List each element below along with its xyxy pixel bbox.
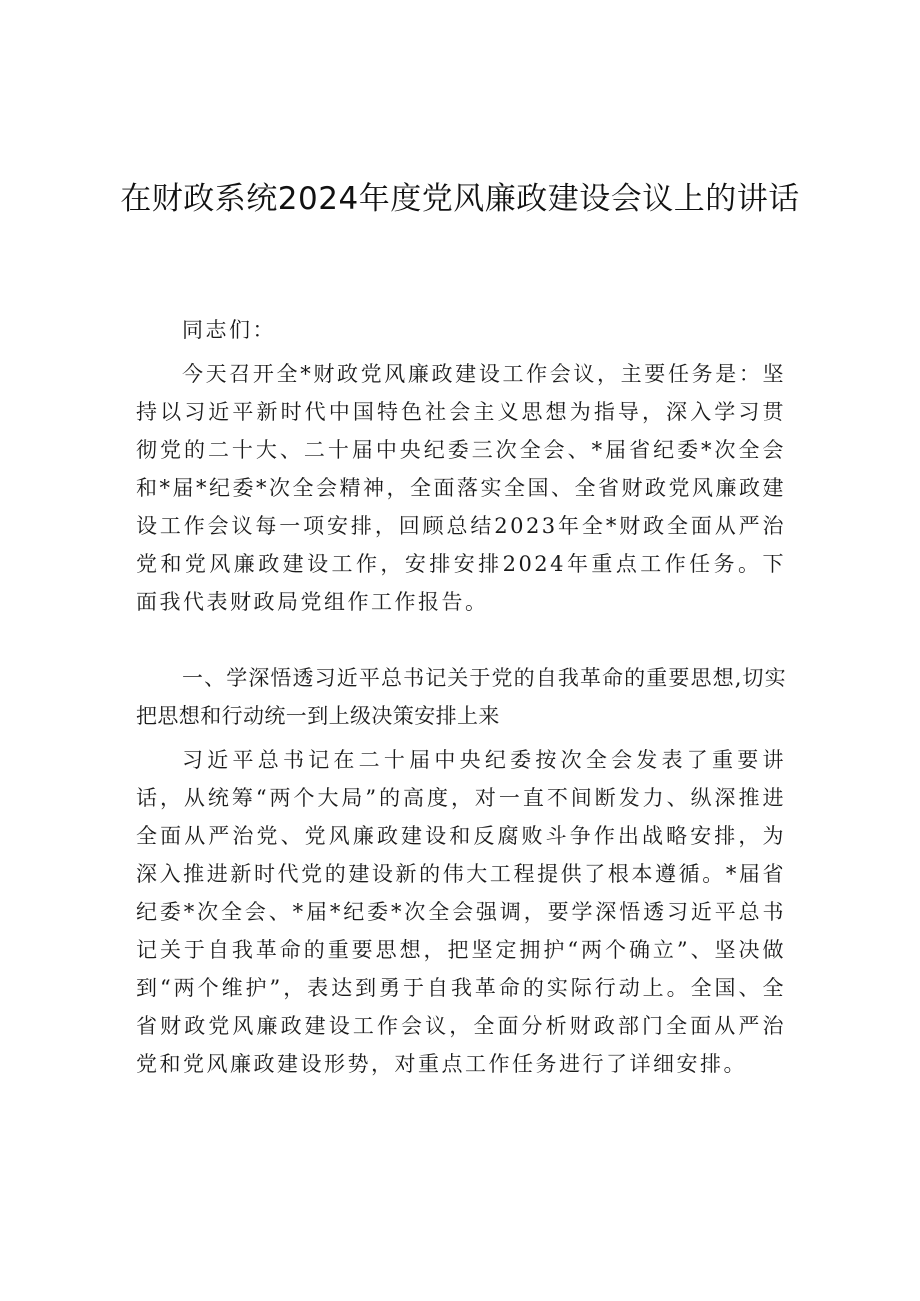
section-heading-1: 一、学深悟透习近平总书记关于党的自我革命的重要思想,切实把思想和行动统一到上级决策安排上来 <box>136 666 786 728</box>
document-title: 在财政系统2024年度党风廉政建设会议上的讲话 <box>120 181 800 217</box>
paragraph-intro: 今天召开全*财政党风廉政建设工作会议，主要任务是：坚持以习近平新时代中国特色社会主义思想为指导，深入学习贯彻党的二十大、二十届中央纪委三次全会、*届省纪委*次全会和*届*纪委*次全会精神，全面落实全国、全省财政党风廉政建设工作会议每一项安排，回顾总结2023年全*财政全面从严治党和党风廉政建设工作，安排安排2024年重点工作任务。下面我代表财政局党组作工作报告。 <box>136 362 786 614</box>
paragraph-section-1: 习近平总书记在二十届中央纪委按次全会发表了重要讲话，从统筹“两个大局”的高度，对一直不间断发力、纵深推进全面从严治党、党风廉政建设和反腐败斗争作出战略安排，为深入推进新时代党的建设新的伟大工程提供了根本遵循。*届省纪委*次全会、*届*纪委*次全会强调，要学深悟透习近平总书记关于自我革命的重要思想，把坚定拥护“两个确立”、坚决做到“两个维护”，表达到勇于自我革命的实际行动上。全国、全省财政党风廉政建设工作会议，全面分析财政部门全面从严治党和党风廉政建设形势，对重点工作任务进行了详细安排。 <box>136 748 786 1076</box>
salutation: 同志们： <box>182 318 276 342</box>
